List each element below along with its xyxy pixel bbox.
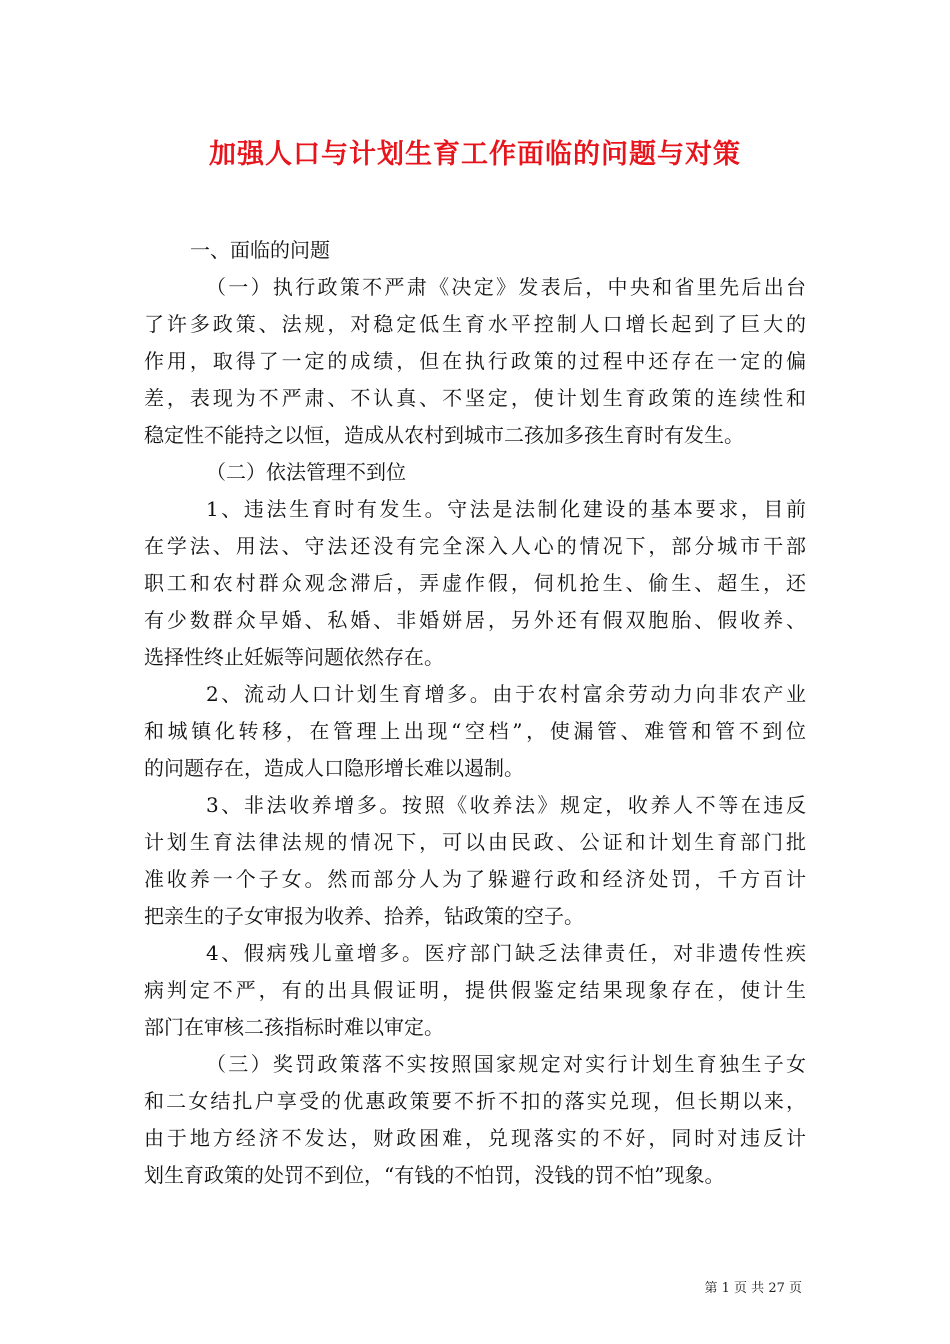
text-line: 把亲生的子女审报为收养、拾养，钻政策的空子。	[144, 904, 584, 928]
text-line: 由于地方经济不发达，财政困难，兑现落实的不好，同时对违反计	[144, 1126, 806, 1150]
text-line: 2、流动人口计划生育增多。由于农村富余劳动力向非农产业	[206, 682, 806, 706]
text-line: 在学法、用法、守法还没有完全深入人心的情况下，部分城市干部	[144, 534, 806, 558]
text-line: 计划生育法律法规的情况下，可以由民政、公证和计划生育部门批	[144, 830, 806, 854]
text-line: （三）奖罚政策落不实按照国家规定对实行计划生育独生子女	[206, 1052, 806, 1076]
text-line: （二）依法管理不到位	[206, 460, 406, 484]
page-number: 第 1 页 共 27 页	[704, 1281, 802, 1296]
text-line: （一）执行政策不严肃《决定》发表后，中央和省里先后出台	[206, 275, 806, 299]
text-line: 选择性终止妊娠等问题依然存在。	[144, 645, 444, 669]
text-line: 4、假病残儿童增多。医疗部门缺乏法律责任，对非遗传性疾	[206, 941, 806, 965]
text-line: 了许多政策、法规，对稳定低生育水平控制人口增长起到了巨大的	[144, 312, 806, 336]
text-line: 1、违法生育时有发生。守法是法制化建设的基本要求，目前	[206, 497, 806, 521]
text-line: 作用，取得了一定的成绩，但在执行政策的过程中还存在一定的偏	[144, 349, 806, 373]
document-body	[144, 232, 806, 1194]
text-line: 和城镇化转移，在管理上出现“空档”，使漏管、难管和管不到位	[144, 719, 806, 743]
text-line: 一、面临的问题	[190, 238, 330, 262]
text-line: 和二女结扎户享受的优惠政策要不折不扣的落实兑现，但长期以来，	[144, 1089, 806, 1113]
text-line: 的问题存在，造成人口隐形增长难以遏制。	[144, 756, 524, 780]
text-line: 准收养一个子女。然而部分人为了躲避行政和经济处罚，千方百计	[144, 867, 806, 891]
text-line: 职工和农村群众观念滞后，弄虚作假，伺机抢生、偷生、超生，还	[144, 571, 806, 595]
text-line: 病判定不严，有的出具假证明，提供假鉴定结果现象存在，使计生	[144, 978, 806, 1002]
text-line: 划生育政策的处罚不到位，“有钱的不怕罚，没钱的罚不怕”现象。	[144, 1163, 725, 1187]
document-title: 加强人口与计划生育工作面临的问题与对策	[209, 139, 741, 170]
text-line: 差，表现为不严肃、不认真、不坚定，使计划生育政策的连续性和	[144, 386, 806, 410]
text-line: 部门在审核二孩指标时难以审定。	[144, 1015, 444, 1039]
text-line: 有少数群众早婚、私婚、非婚姘居，另外还有假双胞胎、假收养、	[144, 608, 806, 632]
text-line: 稳定性不能持之以恒，造成从农村到城市二孩加多孩生育时有发生。	[144, 423, 744, 447]
text-line: 3、非法收养增多。按照《收养法》规定，收养人不等在违反	[206, 793, 806, 817]
